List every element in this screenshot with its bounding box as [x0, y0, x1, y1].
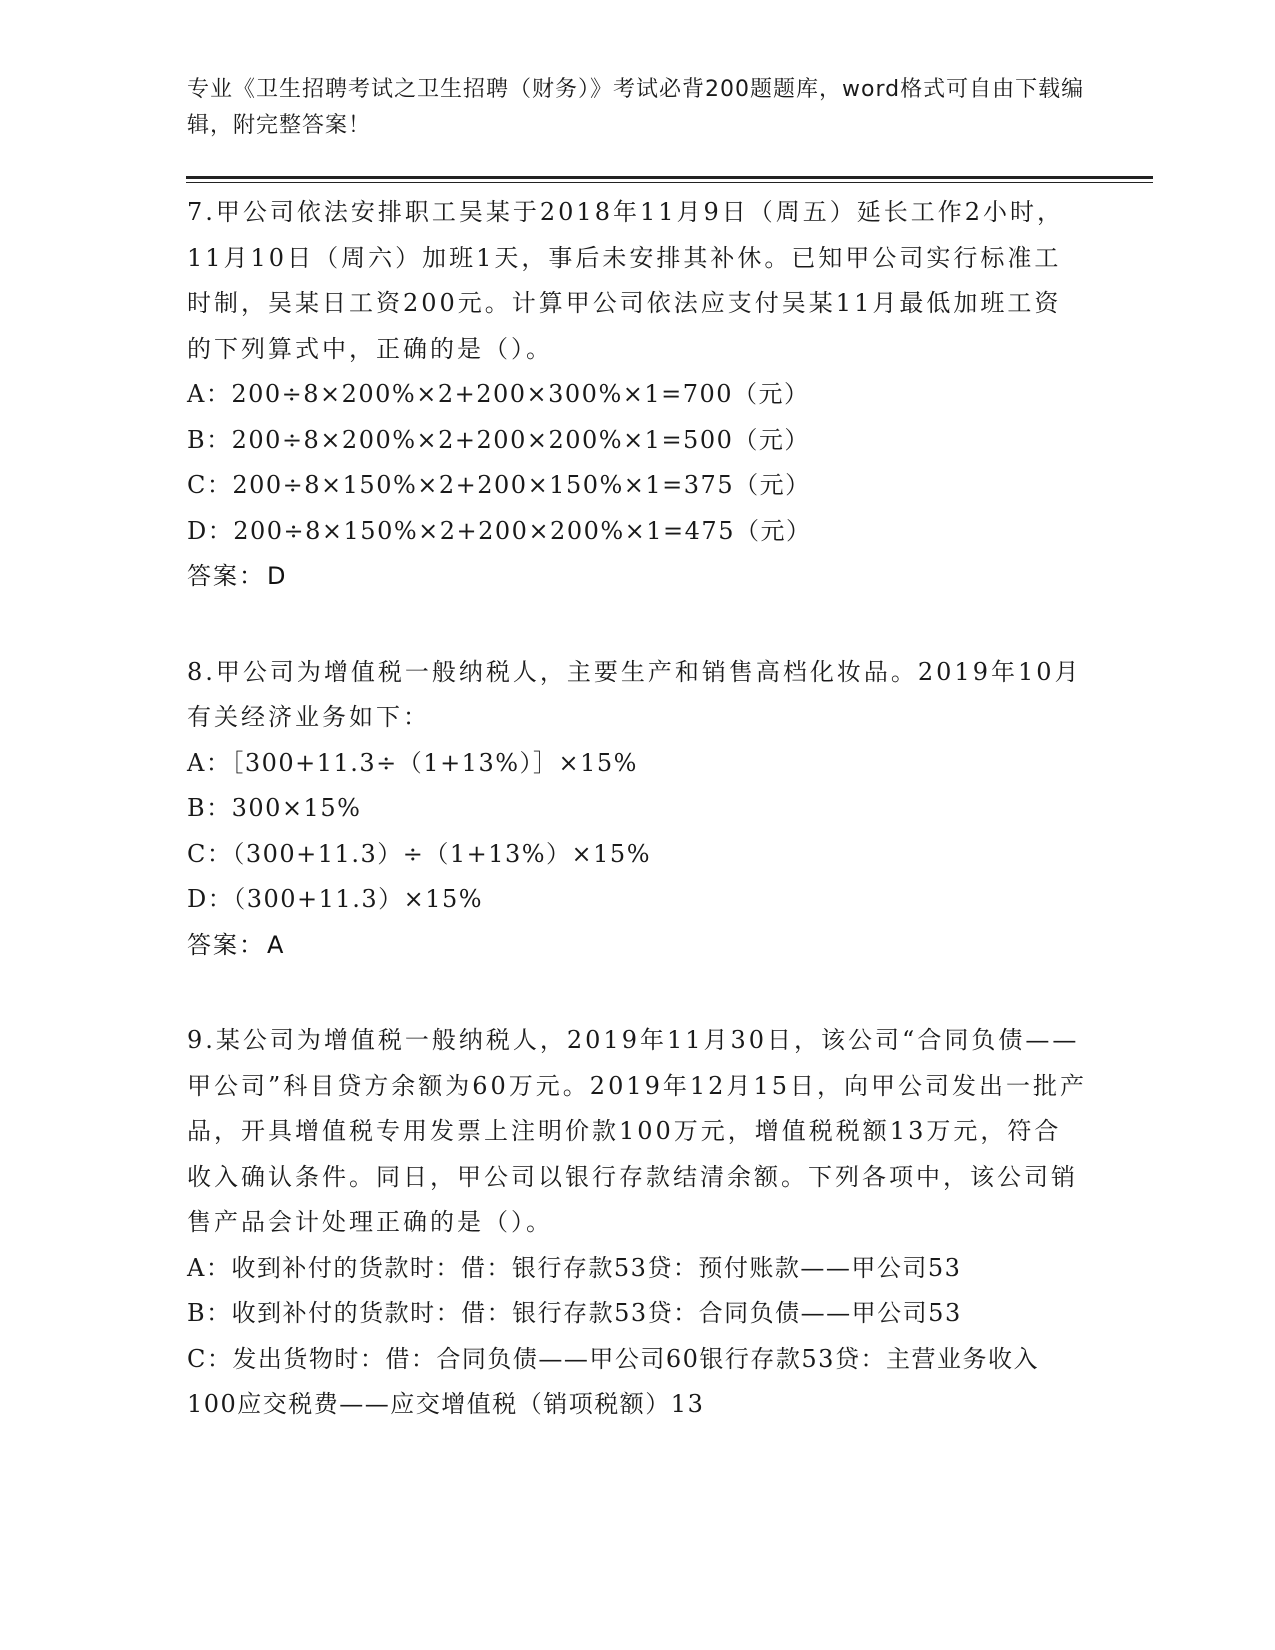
option-d: D：200÷8×150%×2+200×200%×1=475（元）: [187, 516, 812, 545]
option-c: C：（300+11.3）÷（1+13%）×15%: [187, 839, 652, 868]
answer-label: 答案：: [187, 930, 265, 959]
header-divider-thick: [186, 176, 1153, 179]
option-a: A：收到补付的货款时：借：银行存款53贷：预付账款——甲公司53: [187, 1253, 962, 1282]
option-c: C：发出货物时：借：合同负债——甲公司60银行存款53贷：主营业务收入100应交税费——应交增值税（销项税额）13: [187, 1344, 1039, 1418]
option-d: D：（300+11.3）×15%: [187, 885, 484, 913]
option-b: B：收到补付的货款时：借：银行存款53贷：合同负债——甲公司53: [187, 1299, 962, 1327]
question-stem: 7.甲公司依法安排职工吴某于2018年11月9日（周五）延长工作2小时，11月10日（周六）加班1天，事后未安排其补休。已知甲公司实行标准工时制，吴某日工资200元。计算甲公司依法应支付吴某11月最低加班工资的下列算式中，正确的是（）。: [187, 198, 1065, 363]
question-stem: 9.某公司为增值税一般纳税人，2019年11月30日，该公司“合同负债——甲公司”科目贷方余额为60万元。2019年12月15日，向甲公司发出一批产品，开具增值税专用发票上注明价款100万元，增值税税额13万元，符合收入确认条件。同日，甲公司以银行存款结清余额。下列各项中，该公司销售产品会计处理正确的是（）。: [187, 1026, 1087, 1236]
option-b: B：200÷8×200%×2+200×200%×1=500（元）: [187, 425, 810, 454]
answer-label: 答案：: [187, 562, 265, 590]
option-a: A：［300+11.3÷（1+13%）］×15%: [187, 748, 638, 777]
option-c: C：200÷8×150%×2+200×150%×1=375（元）: [187, 471, 811, 499]
option-a: A：200÷8×200%×2+200×300%×1=700（元）: [187, 380, 810, 408]
page-header-title: 专业《卫生招聘考试之卫生招聘（财务）》考试必背200题题库，word格式可自由下载编辑，附完整答案！: [187, 77, 1085, 138]
option-b: B：300×15%: [187, 794, 362, 822]
header-divider-thin: [186, 182, 1153, 183]
answer-line: [187, 923, 1087, 969]
answer-line: [187, 554, 1087, 600]
question-list: [187, 190, 1087, 1478]
question-stem: 8.甲公司为增值税一般纳税人，主要生产和销售高档化妆品。2019年10月有关经济业务如下：: [187, 657, 1082, 731]
question-7: [187, 190, 1087, 600]
answer-value: A: [267, 930, 286, 959]
question-9: [187, 1018, 1087, 1428]
answer-value: D: [267, 562, 288, 590]
question-8: [187, 650, 1087, 969]
